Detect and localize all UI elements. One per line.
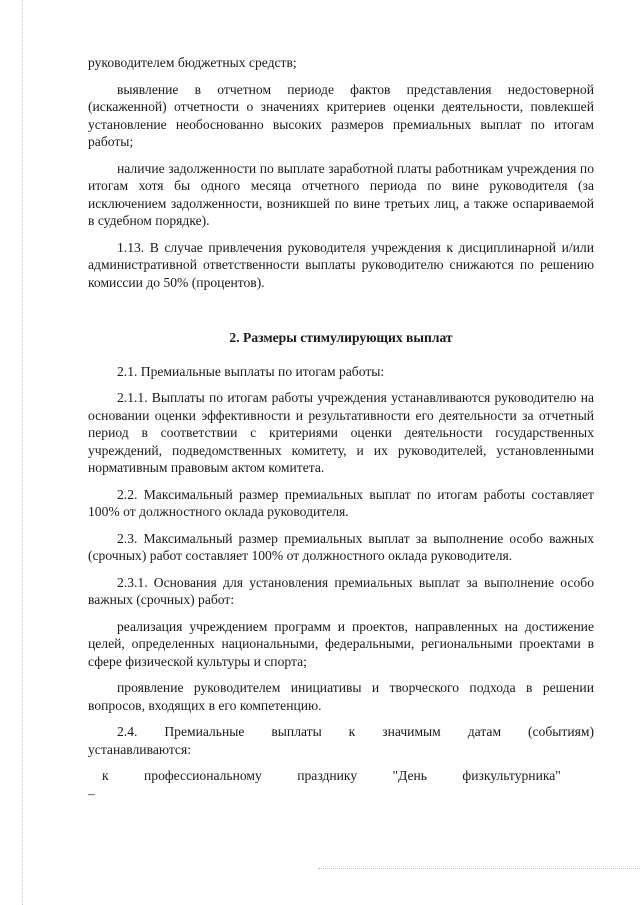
document-body xyxy=(88,54,594,811)
paragraph: 2.3. Максимальный размер премиальных выплат за выполнение особо важных (срочных) работ составляет 100% от должностного оклада руководителя. xyxy=(88,530,594,563)
paragraph: выявление в отчетном периоде фактов представления недостоверной (искаженной) отчетности о значениях критериев оценки деятельности, повлекшей установление необоснованно высоких размеров премиальных выплат по итогам работы; xyxy=(88,81,594,149)
paragraph: к профессиональному празднику "День физкультурника" – xyxy=(88,768,561,801)
section-heading: 2. Размеры стимулирующих выплат xyxy=(229,330,453,345)
paragraph: 2.3.1. Основания для установления премиальных выплат за выполнение особо важных (срочных) работ: xyxy=(88,574,594,607)
scan-bottom-line xyxy=(318,868,640,869)
paragraph: 2.2. Максимальный размер премиальных выплат по итогам работы составляет 100% от должностного оклада руководителя. xyxy=(88,486,594,519)
paragraph: проявление руководителем инициативы и творческого подхода в решении вопросов, входящих в его компетенцию. xyxy=(88,680,594,713)
paragraph: наличие задолженности по выплате заработной платы работникам учреждения по итогам хотя бы одного месяца отчетного периода по вине руководителя (за исключением задолженности, возникшей по вине третьих лиц, а также оспариваемой в судебном порядке). xyxy=(88,160,594,228)
paragraph: 2.4. Премиальные выплаты к значимым датам (событиям) устанавливаются: xyxy=(88,724,594,757)
scan-margin-line xyxy=(22,0,23,905)
paragraph: руководителем бюджетных средств; xyxy=(88,55,297,70)
paragraph: 1.13. В случае привлечения руководителя учреждения к дисциплинарной и/или административной ответственности выплаты руководителю снижаются по решению комиссии до 50% (процентов). xyxy=(88,239,594,290)
paragraph: 2.1. Премиальные выплаты по итогам работы: xyxy=(117,363,385,379)
paragraph: реализация учреждением программ и проектов, направленных на достижение целей, определенных национальными, федеральными, региональными проектами в сфере физической культуры и спорта; xyxy=(88,618,594,669)
paragraph: 2.1.1. Выплаты по итогам работы учреждения устанавливаются руководителю на основании оценки эффективности и результативности его деятельности за отчетный период в соответствии с критериями оценки деятельности государственных учреждений, подведомственных комитету, и их руководителей, установленными нормативным правовым актом комитета. xyxy=(88,390,594,475)
